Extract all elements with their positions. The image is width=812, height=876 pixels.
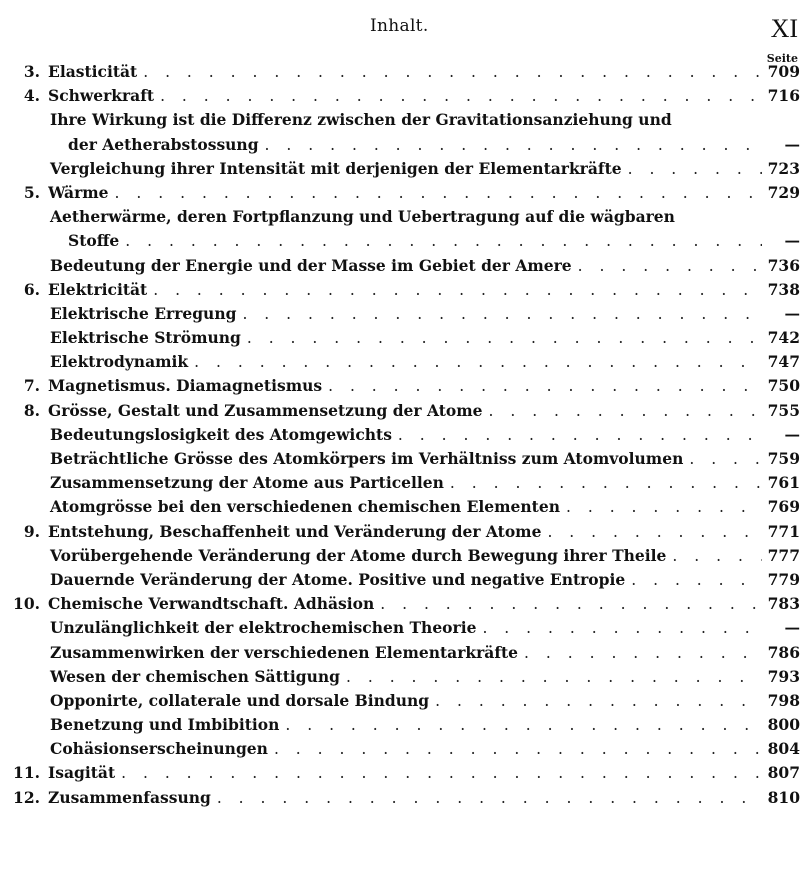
toc-entry: [0, 84, 812, 108]
leader-dots: [435, 689, 762, 713]
entry-title-line1: Aetherwärme, deren Fortpflanzung und Uebertragung auf die wägbaren: [50, 207, 675, 227]
toc-entry: [0, 302, 812, 326]
toc-entry: [0, 713, 812, 737]
entry-page: 771: [767, 521, 800, 541]
entry-page: 804: [767, 739, 800, 759]
entry-title: Entstehung, Beschaffenheit und Veränderung der Atome: [48, 521, 542, 541]
toc-entry: [0, 350, 812, 374]
toc-entry: [0, 761, 812, 785]
running-head: [0, 6, 812, 65]
entry-page: 738: [767, 279, 800, 299]
entry-page: 810: [767, 787, 800, 807]
entry-page: 783: [767, 594, 800, 614]
leader-dots: [115, 181, 762, 205]
entry-page: 742: [767, 328, 800, 348]
entry-page: 798: [767, 690, 800, 710]
leader-dots: [547, 520, 762, 544]
entry-title: Benetzung und Imbibition: [50, 715, 280, 735]
toc-entry: [0, 108, 812, 156]
toc-entry: [0, 495, 812, 519]
toc-entry: [0, 181, 812, 205]
entry-title: Beträchtliche Grösse des Atomkörpers im Verhältniss zum Atomvolumen: [50, 449, 684, 469]
leader-dots: [488, 399, 762, 423]
leader-dots: [121, 761, 762, 785]
entry-title: Vergleichung ihrer Intensität mit derjenigen der Elementarkräfte: [50, 158, 622, 178]
entry-page: —: [784, 134, 800, 154]
leader-dots: [247, 326, 762, 350]
entry-page: —: [784, 303, 800, 323]
entry-page: 800: [767, 715, 800, 735]
entry-page: 729: [767, 182, 800, 202]
entry-title-line2: der Aetherabstossung: [68, 134, 259, 154]
entry-title: Bedeutung der Energie und der Masse im Gebiet der Amere: [50, 255, 572, 275]
entry-title: Vorübergehende Veränderung der Atome durch Bewegung ihrer Theile: [50, 545, 667, 565]
entry-title-line1: Ihre Wirkung ist die Differenz zwischen der Gravitationsanziehung und: [50, 110, 672, 130]
leader-dots: [346, 665, 762, 689]
toc-entry: [0, 786, 812, 810]
leader-dots: [398, 423, 762, 447]
seite-label: Seite: [766, 52, 798, 65]
toc-entry: [0, 641, 812, 665]
leader-dots: [143, 60, 762, 84]
entry-number: 6.: [23, 279, 40, 299]
toc-entry: [0, 205, 812, 253]
entry-title: Elektrodynamik: [50, 352, 189, 372]
entry-title: Wesen der chemischen Sättigung: [50, 666, 340, 686]
entry-title: Dauernde Veränderung der Atome. Positive und negative Entropie: [50, 569, 626, 589]
leader-dots: [380, 592, 762, 616]
running-title: Inhalt.: [370, 16, 429, 36]
entry-page: 786: [767, 642, 800, 662]
entry-page: —: [784, 231, 800, 251]
entry-title: Bedeutungslosigkeit des Atomgewichts: [50, 424, 392, 444]
leader-dots: [274, 737, 762, 761]
leader-dots: [285, 713, 762, 737]
toc-entry: [0, 665, 812, 689]
entry-page: —: [784, 424, 800, 444]
leader-dots: [217, 786, 762, 810]
leader-dots: [194, 350, 762, 374]
entry-page: 807: [767, 763, 800, 783]
entry-page: 736: [767, 255, 800, 275]
leader-dots: [160, 84, 762, 108]
entry-page: 769: [767, 497, 800, 517]
entry-page: 709: [767, 62, 800, 81]
entry-title: Elektrische Strömung: [50, 328, 241, 348]
entry-page: 750: [767, 376, 800, 396]
toc-entry: [0, 616, 812, 640]
toc-entry: [0, 423, 812, 447]
entry-title: Elektrische Erregung: [50, 303, 237, 323]
entry-number: 4.: [23, 86, 40, 106]
entry-title: Opponirte, collaterale und dorsale Bindung: [50, 690, 430, 710]
entry-page: 747: [767, 352, 800, 372]
entry-title: Unzulänglichkeit der elektrochemischen Theorie: [50, 618, 477, 638]
toc-entry: [0, 568, 812, 592]
entry-title: Elasticität: [48, 62, 138, 81]
leader-dots: [153, 278, 762, 302]
leader-dots: [265, 133, 762, 157]
leader-dots: [578, 254, 762, 278]
toc-entry: [0, 254, 812, 278]
leader-dots: [242, 302, 762, 326]
toc-entry: [0, 60, 812, 84]
entry-page: 777: [767, 545, 800, 565]
entry-title: Magnetismus. Diamagnetismus: [48, 376, 323, 396]
leader-dots: [672, 544, 762, 568]
entry-title: Grösse, Gestalt und Zusammensetzung der Atome: [48, 400, 483, 420]
toc-entry: [0, 544, 812, 568]
leader-dots: [566, 495, 762, 519]
entry-number: 9.: [23, 521, 40, 541]
table-of-contents: [0, 60, 812, 810]
toc-entry: [0, 520, 812, 544]
entry-page: 723: [767, 158, 800, 178]
leader-dots: [628, 157, 762, 181]
leader-dots: [328, 374, 762, 398]
entry-title: Chemische Verwandtschaft. Adhäsion: [48, 594, 375, 614]
toc-entry: [0, 592, 812, 616]
toc-entry: [0, 399, 812, 423]
toc-entry: [0, 278, 812, 302]
entry-number: 5.: [23, 182, 40, 202]
entry-title: Atomgrösse bei den verschiedenen chemischen Elementen: [50, 497, 560, 517]
entry-page: 755: [767, 400, 800, 420]
entry-page: 759: [767, 449, 800, 469]
entry-number: 10.: [13, 594, 40, 614]
leader-dots: [125, 229, 762, 253]
page-number: XI: [770, 14, 798, 43]
leader-dots: [450, 471, 762, 495]
entry-page: 779: [767, 569, 800, 589]
entry-page: 716: [767, 86, 800, 106]
leader-dots: [524, 641, 762, 665]
entry-title: Isagität: [48, 763, 116, 783]
entry-title: Zusammenfassung: [48, 787, 211, 807]
entry-page: 761: [767, 473, 800, 493]
entry-title: Zusammensetzung der Atome aus Particellen: [50, 473, 444, 493]
entry-title: Schwerkraft: [48, 86, 155, 106]
toc-entry: [0, 689, 812, 713]
toc-entry: [0, 157, 812, 181]
entry-title: Cohäsionserscheinungen: [50, 739, 268, 759]
entry-title-line2: Stoffe: [68, 231, 120, 251]
leader-dots: [631, 568, 762, 592]
entry-title: Zusammenwirken der verschiedenen Elementarkräfte: [50, 642, 519, 662]
entry-title: Wärme: [48, 182, 109, 202]
toc-entry: [0, 326, 812, 350]
entry-number: 3.: [23, 62, 40, 81]
entry-title: Elektricität: [48, 279, 148, 299]
toc-entry: [0, 374, 812, 398]
entry-number: 11.: [13, 763, 40, 783]
entry-number: 12.: [13, 787, 40, 807]
leader-dots: [482, 616, 762, 640]
entry-number: 8.: [23, 400, 40, 420]
entry-number: 7.: [23, 376, 40, 396]
toc-entry: [0, 447, 812, 471]
toc-entry: [0, 737, 812, 761]
entry-page: —: [784, 618, 800, 638]
entry-page: 793: [767, 666, 800, 686]
toc-entry: [0, 471, 812, 495]
leader-dots: [689, 447, 762, 471]
